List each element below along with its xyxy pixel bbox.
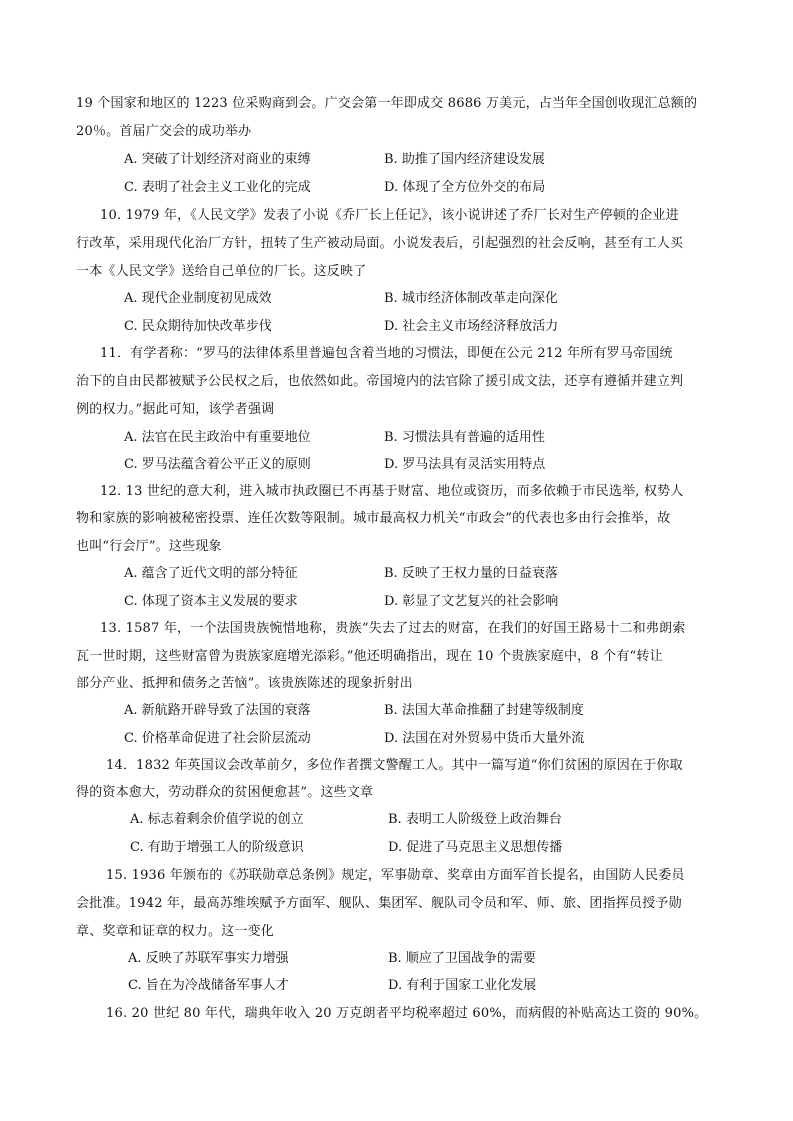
question-15-text-line-1: 15. 1936 年颁布的《苏联勋章总条例》规定，军事勋章、奖章由方面军首长提名，由国防人民委员	[106, 868, 685, 883]
question-13-text-line-1: 13. 1587 年，一个法国贵族惋惜地称，贵族“失去了过去的财富，在我们的好国王路易十二和弗朗索	[100, 621, 686, 636]
question-14-option-c: C. 有助于增强工人的阶级意识	[130, 840, 304, 855]
question-15-option-b: B. 顺应了卫国战争的需要	[388, 951, 536, 966]
question-12-option-d: D. 彰显了文艺复兴的社会影响	[384, 594, 559, 609]
question-14-text-line-1: 14．1832 年英国议会改革前夕，多位作者撰文警醒工人。其中一篇写道“你们贫困的原因在于你取	[106, 758, 683, 773]
question-13-option-b: B. 法国大革命推翻了封建等级制度	[384, 703, 584, 718]
question-12-text-line-3: 也叫“行会厅”。这些现象	[76, 539, 222, 554]
question-14-option-b: B. 表明工人阶级登上政治舞台	[388, 812, 562, 827]
question-15-option-d: D. 有利于国家工业化发展	[388, 978, 537, 993]
question-10-text-line-3: 一本《人民文学》送给自己单位的厂长。这反映了	[76, 264, 367, 279]
question-9-text-line-1: 19 个国家和地区的 1223 位采购商到会。广交会第一年即成交 8686 万美元，占当年全国创收现汇总额的	[76, 96, 698, 111]
question-9-option-b: B. 助推了国内经济建设发展	[384, 152, 545, 167]
question-13-option-d: D. 法国在对外贸易中货币大量外流	[384, 731, 585, 746]
question-11-text-line-3: 例的权力。”据此可知，该学者强调	[76, 402, 275, 417]
question-12-option-b: B. 反映了王权力量的日益衰落	[384, 566, 558, 581]
question-11-option-c: C. 罗马法蕴含着公平正义的原则	[124, 457, 311, 472]
question-15-text-line-3: 章、奖章和证章的权力。这一变化	[76, 924, 275, 939]
question-16-text-line-1: 16. 20 世纪 80 年代，瑞典年收入 20 万克朗者平均税率超过 60%，而病假的补贴高达工资的 90%。	[106, 1006, 708, 1021]
question-10-option-c: C. 民众期待加快改革步伐	[124, 319, 272, 334]
question-10-text-line-2: 行改革，采用现代化治厂方针，扭转了生产被动局面。小说发表后，引起强烈的社会反响，甚至有工人买	[76, 236, 684, 251]
question-12-text-line-1: 12. 13 世纪的意大利，进入城市执政圈已不再基于财富、地位或资历，而多依赖于市民选举, 权势人	[100, 484, 684, 499]
question-15-option-c: C. 旨在为冷战储备军事人才	[128, 978, 289, 993]
question-15-option-a: A. 反映了苏联军事实力增强	[128, 951, 289, 966]
question-13-text-line-2: 瓦一世时期，这些财富曾为贵族家庭增光添彩。”他还明确指出，现在 10 个贵族家庭中，8 个有“转让	[76, 649, 663, 664]
question-9-option-a: A. 突破了计划经济对商业的束缚	[124, 152, 311, 167]
question-9-option-d: D. 体现了全方位外交的布局	[384, 180, 546, 195]
question-12-text-line-2: 物和家族的影响被秘密投票、连任次数等限制。城市最高权力机关“市政会”的代表也多由行会推举，故	[76, 511, 671, 526]
question-14-text-line-2: 得的资本愈大，劳动群众的贫困便愈甚”。这些文章	[76, 785, 374, 800]
question-11-option-b: B. 习惯法具有普遍的适用性	[384, 430, 545, 445]
question-13-text-line-3: 部分产业、抵押和债务之苦恼”。该贵族陈述的现象折射出	[76, 676, 413, 691]
question-9-text-line-2: 20％。首届广交会的成功举办	[76, 124, 252, 139]
question-11-option-d: D. 罗马法具有灵活实用特点	[384, 457, 546, 472]
question-12-option-c: C. 体现了资本主义发展的要求	[124, 594, 298, 609]
question-13-option-a: A. 新航路开辟导致了法国的衰落	[124, 703, 311, 718]
question-10-option-d: D. 社会主义市场经济释放活力	[384, 319, 559, 334]
question-11-text-line-2: 治下的自由民都被赋予公民权之后，也依然如此。帝国境内的法官除了援引成文法，还享有遵循并建立判	[76, 374, 684, 389]
question-10-option-a: A. 现代企业制度初见成效	[124, 291, 272, 306]
question-11-text-line-1: 11．有学者称：“罗马的法律体系里普遍包含着当地的习惯法，即便在公元 212 年所有罗马帝国统	[100, 346, 673, 361]
question-14-option-d: D. 促进了马克思主义思想传播	[388, 840, 563, 855]
question-10-option-b: B. 城市经济体制改革走向深化	[384, 291, 558, 306]
question-13-option-c: C. 价格革命促进了社会阶层流动	[124, 731, 311, 746]
question-10-text-line-1: 10. 1979 年，《人民文学》发表了小说《乔厂长上任记》，该小说讲述了乔厂长对生产停顿的企业进	[100, 208, 679, 223]
question-11-option-a: A. 法官在民主政治中有重要地位	[124, 430, 311, 445]
question-12-option-a: A. 蕴含了近代文明的部分特征	[124, 566, 298, 581]
question-15-text-line-2: 会批准。1942 年，最高苏维埃赋予方面军、舰队、集团军、舰队司令员和军、师、旅、团指挥员授予勋	[76, 896, 682, 911]
question-9-option-c: C. 表明了社会主义工业化的完成	[124, 180, 311, 195]
question-14-option-a: A. 标志着剩余价值学说的创立	[130, 812, 304, 827]
